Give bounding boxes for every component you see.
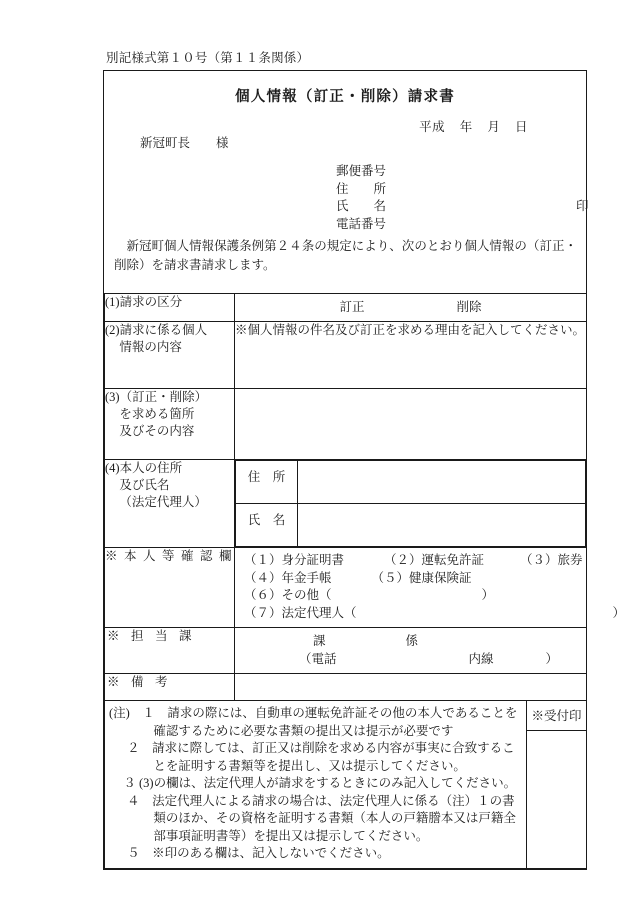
row3-label-line2: を求める箇所	[119, 407, 195, 421]
sub-address-label: 住 所	[236, 461, 298, 504]
row2-label-cell	[105, 322, 235, 389]
row3-label-cell	[105, 389, 235, 460]
remarks-value-cell[interactable]	[235, 674, 587, 701]
row4-subtable-cell	[235, 460, 587, 548]
subrow-address	[236, 461, 586, 504]
row1-label-cell	[105, 294, 235, 322]
identity-options-cell[interactable]	[235, 548, 626, 628]
row2-instruction: ※個人情報の件名及び訂正を求める理由を記入してください。	[235, 323, 586, 337]
department-value-cell[interactable]	[235, 628, 587, 674]
table-row-department	[105, 628, 587, 674]
identity-line-4	[244, 605, 626, 623]
remarks-label: ※備考	[107, 675, 180, 689]
identity-label-cell	[105, 548, 239, 628]
addressee-name: 新冠町長	[140, 136, 191, 150]
department-kakari-label: 係	[405, 634, 419, 648]
receipt-stamp-area[interactable]	[527, 731, 586, 861]
row4-label-line3: （法定代理人）	[119, 495, 207, 509]
sub-name-label: 氏 名	[236, 504, 298, 547]
row2-label-line2: 情報の内容	[119, 340, 182, 354]
note-1: (注) １ 請求の際には、自動車の運転免許証その他の本人であることを確認するために必要な書類の提出又は提示が必要です	[109, 706, 518, 738]
date-era: 平成	[419, 120, 446, 134]
form-table	[104, 293, 626, 869]
identity-option-5[interactable]: （５）健康保険証	[371, 570, 472, 585]
option-correct[interactable]: 訂正	[339, 300, 365, 314]
identity-options	[235, 548, 626, 627]
applicant-block	[336, 163, 589, 233]
sub-address-value[interactable]	[298, 461, 586, 504]
name-label: 氏 名	[336, 199, 387, 213]
note-4: ４ 法定代理人による請求の場合は、法定代理人に係る（注）１の書類のほか、その資格を証明する書類（本人の戸籍謄本又は戸籍全部事項証明書等）を提出又は提示してください。	[127, 793, 516, 843]
table-row-correction-target	[105, 389, 587, 460]
remarks-label-cell	[105, 674, 235, 701]
page-title: 個人情報（訂正・削除）請求書	[235, 89, 455, 105]
note-5: ５ ※印のある欄は、記入しないでください。	[127, 846, 390, 860]
table-row-identity-check	[105, 548, 587, 628]
department-ka-label: 課	[313, 634, 326, 648]
note-2: ２ 請求に際しては、訂正又は削除を求める内容が事実に合致することを証明する書類等を提出し、又は提示してください。	[127, 741, 515, 773]
department-extension-label: 内線	[468, 652, 494, 666]
table-row-applicant-identity	[105, 460, 587, 548]
identity-option-4[interactable]: （４）年金手帳	[244, 570, 332, 585]
receipt-stamp-label: ※受付印	[527, 701, 586, 731]
row3-label-line1: (3)（訂正・削除）	[105, 390, 208, 404]
phone-label: 電話番号	[336, 216, 387, 231]
form-number-label: 別記様式第１０号（第１１条関係）	[106, 51, 310, 65]
addressee	[140, 133, 229, 151]
identity-option-7-close: ）	[612, 605, 626, 620]
row1-value-cell[interactable]	[235, 294, 587, 322]
phone-row	[336, 216, 386, 234]
request-type-options	[235, 294, 586, 321]
row3-value-cell[interactable]	[235, 389, 587, 460]
notes-cell	[105, 701, 527, 869]
row4-label-line2: 及び氏名	[119, 478, 170, 492]
notes-list	[105, 701, 526, 868]
name-row	[336, 198, 589, 216]
department-line-1	[235, 632, 586, 650]
date-month: 月	[487, 120, 501, 134]
identity-option-6[interactable]: （６）その他（	[244, 588, 332, 602]
form-header	[104, 71, 589, 293]
identity-option-7[interactable]: （７）法定代理人（	[244, 605, 357, 620]
applicant-subtable	[235, 460, 586, 547]
row4-label-line1: (4)本人の住所	[105, 461, 183, 475]
department-phone-close: ）	[545, 652, 559, 666]
notes-heading: (注)	[109, 706, 130, 720]
table-row-remarks	[105, 674, 587, 701]
identity-line-2	[244, 570, 579, 588]
department-phone-label: （電話	[299, 652, 337, 666]
identity-line-1	[244, 552, 583, 570]
identity-option-6-close: ）	[481, 588, 495, 602]
notes-heading-row	[109, 705, 520, 740]
date-line	[419, 117, 528, 135]
postal-row	[336, 163, 386, 181]
receipt-stamp-cell	[527, 701, 587, 869]
identity-option-1[interactable]: （１）身分証明書	[244, 553, 345, 567]
identity-line-3	[244, 587, 579, 605]
sub-name-value[interactable]	[298, 504, 586, 547]
department-label: ※担当課	[107, 629, 204, 643]
address-row	[336, 181, 386, 199]
row2-value-cell[interactable]	[235, 322, 587, 389]
identity-option-2[interactable]: （２）運転免許証	[384, 553, 485, 567]
date-day: 日	[514, 120, 528, 134]
seal-mark: 印	[576, 199, 589, 213]
table-row-request-type	[105, 294, 587, 322]
row2-label-line1: (2)請求に係る個人	[105, 323, 208, 337]
option-delete[interactable]: 削除	[456, 300, 482, 314]
department-label-cell	[105, 628, 235, 674]
row3-label-line3: 及びその内容	[119, 424, 195, 438]
row1-label: (1)請求の区分	[105, 295, 183, 309]
department-fields	[235, 628, 586, 673]
note-3: ３ (3)の欄は、法定代理人が請求をするときにのみ記入してください。	[123, 776, 517, 790]
postal-code-label: 郵便番号	[336, 164, 387, 178]
form-frame	[103, 70, 626, 870]
identity-label: ※本人等確認欄	[105, 549, 239, 563]
table-row-info-content	[105, 322, 587, 389]
identity-option-3[interactable]: （３）旅券	[520, 553, 583, 567]
address-label: 住 所	[336, 181, 387, 196]
date-year: 年	[459, 120, 473, 134]
subrow-name	[236, 504, 586, 547]
row4-label-cell	[105, 460, 235, 548]
addressee-honorific: 様	[216, 136, 229, 150]
table-row-notes	[105, 701, 587, 869]
request-statement: 新冠町個人情報保護条例第２４条の規定により、次のとおり個人情報の（訂正・削除）を請求書請求します。	[114, 239, 577, 272]
department-line-2	[235, 650, 586, 668]
